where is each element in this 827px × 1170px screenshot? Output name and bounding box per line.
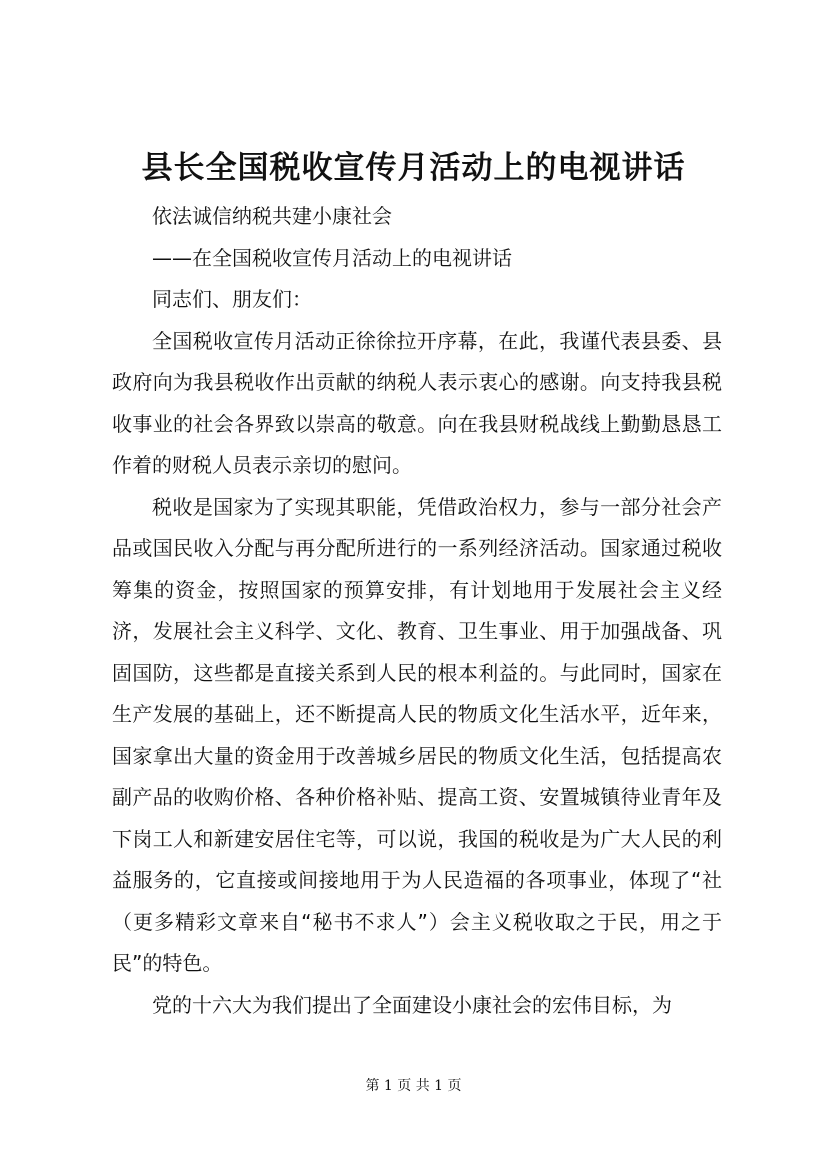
subtitle-secondary: ——在全国税收宣传月活动上的电视讲话	[152, 245, 512, 270]
subtitle: 依法诚信纳税共建小康社会	[152, 204, 392, 228]
document-body	[112, 196, 722, 1026]
greeting: 同志们、朋友们：	[152, 287, 312, 311]
document-title: 县长全国税收宣传月活动上的电视讲话	[141, 150, 686, 186]
paragraph-1: 全国税收宣传月活动正徐徐拉开序幕，在此，我谨代表县委、县政府向为我县税收作出贡献的纳税人表示衷心的感谢。向支持我县税收事业的社会各界致以崇高的敬意。向在我县财税战线上勤勤恳恳工作着的财税人员表示亲切的慰问。	[112, 328, 722, 477]
paragraph-2: 税收是国家为了实现其职能，凭借政治权力，参与一部分社会产品或国民收入分配与再分配所进行的一系列经济活动。国家通过税收筹集的资金，按照国家的预算安排，有计划地用于发展社会主义经济，发展社会主义科学、文化、教育、卫生事业、用于加强战备、巩固国防，这些都是直接关系到人民的根本利益的。与此同时，国家在生产发展的基础上，还不断提高人民的物质文化生活水平，近年来，国家拿出大量的资金用于改善城乡居民的物质文化生活，包括提高农副产品的收购价格、各种价格补贴、提高工资、安置城镇待业青年及下岗工人和新建安居住宅等，可以说，我国的税收是为广大人民的利益服务的，它直接或间接地用于为人民造福的各项事业，体现了“社（更多精彩文章来自“秘书不求人”）会主义税收取之于民，用之于民”的特色。	[112, 494, 722, 975]
page-footer: 第 1 页 共 1 页	[365, 1078, 462, 1094]
paragraph-3: 党的十六大为我们提出了全面建设小康社会的宏伟目标，为	[152, 992, 672, 1017]
